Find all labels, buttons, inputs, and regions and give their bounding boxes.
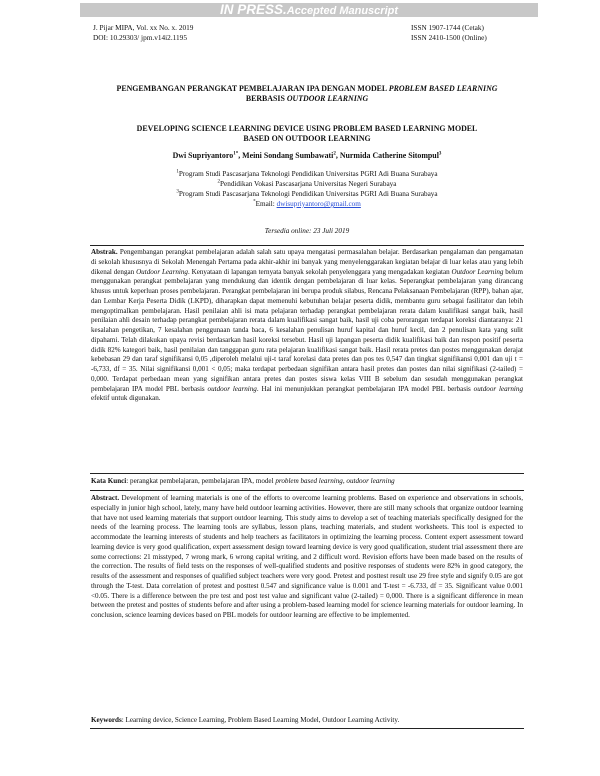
title-en-line2: BASED ON OUTDOOR LEARNING — [243, 134, 371, 143]
kata-kunci-label: Kata Kunci — [91, 477, 127, 485]
author-2: Meini Sondang Sumbawati — [242, 151, 334, 160]
aff1-sup: 1 — [176, 169, 179, 175]
kata-kunci-s2: , — [342, 477, 347, 485]
author-2-sup: 2 — [333, 151, 336, 157]
aff3-text: Program Studi Pascasarjana Teknologi Pendidikan Universitas PGRI Adi Buana Surabaya — [178, 190, 438, 198]
title-english — [93, 124, 521, 144]
divider-bottom — [90, 728, 524, 729]
email-label: Email: — [255, 200, 277, 208]
divider-top — [90, 245, 524, 246]
abstrak-s5: efektif untuk digunakan. — [91, 394, 161, 403]
abstract-en-paragraph — [91, 494, 523, 621]
divider-mid-1 — [90, 473, 524, 474]
email-sup: * — [253, 199, 256, 205]
journal-citation: J. Pijar MIPA, Vol. xx No. x. 2019 — [93, 23, 194, 32]
abstrak-label: Abstrak. — [91, 248, 118, 256]
in-press-label: IN PRESS. — [219, 2, 287, 17]
abstrak-i4: outdoor learning — [473, 384, 523, 393]
aff1-text: Program Studi Pascasarjana Teknologi Pendidikan Universitas PGRI Adi Buana Surabaya — [178, 170, 438, 178]
aff2-sup: 2 — [217, 179, 221, 185]
aff3-sup: 3 — [176, 189, 179, 195]
abstrak-i3: outdoor learning — [207, 384, 257, 393]
aff2-text: Pendidikan Vokasi Pascasarjana Universitas Negeri Surabaya — [220, 180, 397, 188]
abstrak-s4: . Hal ini menunjukkan perangkat pembelajaran IPA model PBL berbasis — [256, 384, 474, 393]
abstrak-i2: Outdoor Learning — [451, 267, 504, 276]
keywords-line — [91, 716, 523, 726]
abstract-en-label: Abstract. — [91, 494, 120, 502]
kata-kunci-i2: outdoor learning — [346, 477, 395, 485]
author-1-sup: 1* — [233, 151, 239, 157]
published-date: Tersedia online: 23 Juli 2019 — [264, 227, 350, 235]
affiliation-2 — [93, 179, 521, 189]
author-3-sup: 3 — [438, 151, 442, 157]
divider-mid-2 — [90, 490, 524, 491]
keywords-label: Keywords — [91, 716, 122, 724]
title-indonesian — [93, 84, 521, 104]
email-line — [93, 199, 521, 209]
issn-print: ISSN 1907-1744 (Cetak) — [411, 23, 484, 32]
affiliations — [93, 169, 521, 209]
abstract-en-text: Development of learning materials is one of the efforts to overcome learning problems. Based on experience and observations in schools, especially in junior high school, lately, many have held outdoor learning activities. However, there are still many schools that organize outdoor learning that have not used learning materials that support outdoor learning. This study aims to develop a set of teaching materials specifically designed for the needs of the learning process. The learning tools are syllabus, lesson plans, teaching materials, and student worksheets. This tool is expected to accommodate the learning interests of students and help teachers as facilitators in optimizing the learning process. Content expert assessment toward learning device is very good qualification, expert assessment design toward learning device is very good qualification, student trial assessment there are some corrections: 21 misstyped, 7 wrong mark, 6 wrong capital writing, and 2 difficult word. Revision efforts have been made based on the results of the correction. The results of field tests on the responses of well-qualified students and positive responses of students were 82% in good category, the results of the assessment and responses of qualified subject teachers were very good. Pretest and posttest result use 29 free style and signify 0.05 are got through the T-test. Data correlation of pretest and posttest 0.547 and significance value is 0.001 and T-test = -6.733, df = 35. Significant value 0.001 <0.05. There is a difference between the pre test and post test value and significant value (2-tailed) = 0,000. There is a significant difference in mean between the pretest and posttes of students before and after using a problem-based learning model for science learning materials for outdoor learning. In conclusion, science learning devices based on PBL models for outdoor learning are effective to be implemented. — [91, 494, 523, 619]
journal-doi: DOI: 10.29303/ jpm.v14i2.1195 — [93, 33, 187, 42]
keywords-text: : Learning device, Science Learning, Problem Based Learning Model, Outdoor Learning Activity. — [121, 716, 400, 724]
title-id-part4: OUTDOOR LEARNING — [286, 94, 369, 103]
kata-kunci-line — [91, 477, 523, 487]
issn-online: ISSN 2410-1500 (Online) — [411, 33, 487, 42]
title-id-part3: BERBASIS — [245, 94, 285, 103]
abstrak-s1: Pengembangan perangkat pembelajaran adalah salah satu upaya mengatasi permasalahan belajar. Berdasarkan pengalaman dan pengamatan di sekolah khususnya di Sekolah Menengah Pertama pada akhir-akhir ini banyak yang menyelenggarakan kegiatan belajar di luar kelas atau yang lebih dikenal dengan — [91, 248, 523, 276]
abstrak-s2: . Kenyataan di lapangan ternyata banyak sekolah penyelenggara yang mengadakan kegiatan — [187, 267, 452, 276]
abstrak-s3: belum menggunakan perangkat pembelajaran yang mendukung dan identik dengan pembelajaran di luar kelas. Seperangkat pembelajaran yang dirancang khusus untuk keperluan proses pembelajaran. Perangkat pembelajaran ini berupa produk silabus, Rencana Pelaksanaan Pembelajaran (RPP), bahan ajar, dan Lembar Kerja Peserta Didik (LKPD), diharapkan dapat memenuhi kebutuhan belajar peserta didik, membantu guru sebagai fasilitator dan lebih mengoptimalkan pembelajaran. Hasil penilaian ahli isi mata pelajaran terhadap perangkat pembelajaran rerata dalam kualifikasi sangat baik, hasil penilaian ahli desain terhadap perangkat pembelajaran rerata dalam kualifikasi sangat baik, hasil uji coba perorangan terdapat koreksi diantaranya: 21 kesalahan pengetikan, 7 kesalahan penggunaan tanda baca, 6 kesalahan penulisan huruf kapital dan huruf kecil, dan 2 penulisan kata yang sulit dipahami. Telah dilakukan upaya revisi berdasarkan hasil koreksi tersebut. Hasil uji lapangan peserta didik kualifikasi baik dan respon positif peserta didik 82% kategori baik, hasil penilaian dan tanggapan guru rata pelajaran kualifikasi sangat baik. Hasil rerata pretes dan postes menggunakan derajat kebebasan 29 dan taraf signifikansi 0,05 ,diperoleh melalui uji-t taraf korelasi data pretes dan pos tes 0,547 dan tingkat signifikansi 0,001 dan uji t = -6,733, df = 35. Nilai signifikansi 0,001 < 0,05; maka terdapat perbedaan signifikan antara hasil pretes dan postes dan nilai signifikasi (2-tailed) = 0,000. Terdapat perbedaan mean yang signifikan antara pretes dan postes siswa kelas VIII B sebelum dan sesudah menggunakan perangkat pembelajaran IPA model PBL berbasis — [91, 267, 523, 393]
journal-meta-line-2 — [93, 33, 521, 43]
email-link[interactable]: dwisupriyantoro@gmail.com — [276, 200, 361, 208]
abstrak-i1: Outdoor Learning — [136, 267, 188, 276]
title-id-part2: PROBLEM BASED LEARNING — [388, 84, 498, 93]
affiliation-3 — [93, 189, 521, 199]
author-3: Nurmida Catherine Sitompul — [339, 151, 439, 160]
abstrak-paragraph — [91, 248, 523, 404]
affiliation-1 — [93, 169, 521, 179]
author-1: Dwi Supriyantoro — [172, 151, 234, 160]
journal-meta-line-1 — [93, 23, 521, 33]
author-list: Dwi Supriyantoro$^{1*}$, Meini Sondang Sumbawati$^2$, Nurmida Catherine Sitompul$^3$ — [172, 151, 442, 160]
title-id-part1: PENGEMBANGAN PERANGKAT PEMBELAJARAN IPA DENGAN MODEL — [116, 84, 387, 93]
accepted-manuscript-label: Accepted Manuscript — [286, 5, 399, 17]
kata-kunci-i1: problem based learning — [275, 477, 343, 485]
title-en-line1: DEVELOPING SCIENCE LEARNING DEVICE USING PROBLEM BASED LEARNING MODEL — [136, 124, 478, 133]
in-press-banner — [80, 3, 538, 17]
kata-kunci-s1: : perangkat pembelajaran, pembelajaran IPA, model — [126, 477, 276, 485]
